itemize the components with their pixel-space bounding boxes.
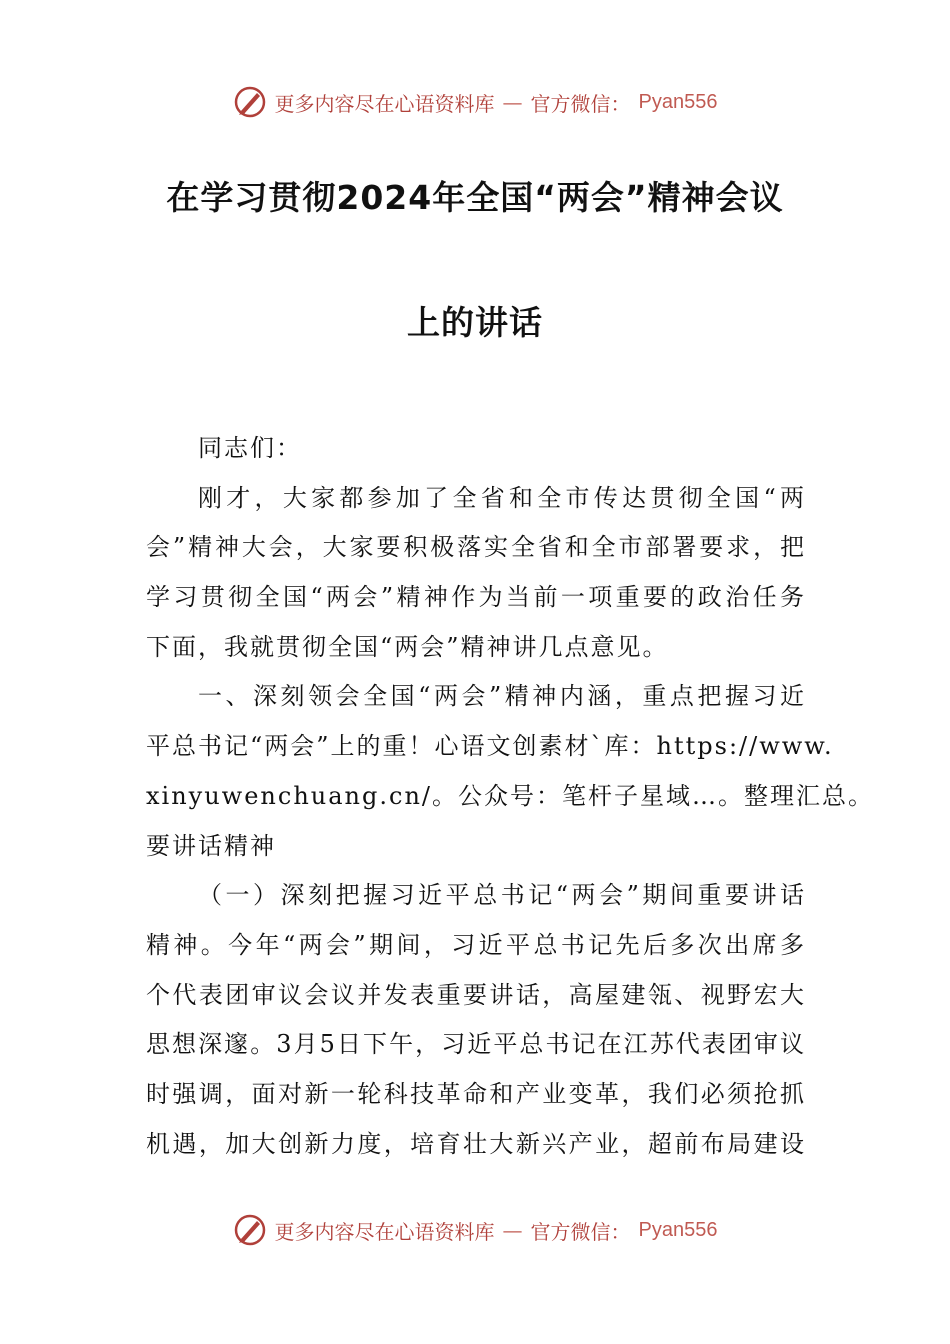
document-title-line-1: 在学习贯彻2024年全国“两会”精神会议: [166, 178, 784, 217]
banner-dash: —: [502, 90, 523, 114]
header-watermark: [0, 82, 950, 122]
body-line: 机遇，加大创新力度，培育壮大新兴产业，超前布局建设: [146, 1129, 806, 1158]
banner-official-label: 官方微信：: [530, 1219, 631, 1244]
body-line: 平总书记“两会”上的重！心语文创素材`库：https://www.: [146, 732, 834, 761]
banner-main-text: 更多内容尽在心语资料库: [274, 91, 495, 116]
footer-watermark: [0, 1210, 950, 1250]
speech-body: [146, 424, 874, 1169]
pen-logo-icon: [233, 1213, 267, 1247]
body-line: 学习贯彻全国“两会”精神作为当前一项重要的政治任务: [146, 583, 806, 612]
body-line: 同志们：: [198, 434, 302, 462]
banner-wechat-id: Pyan556: [638, 1218, 718, 1241]
body-line: xinyuwenchuang.cn/。公众号：笔杆子星域…。整理汇总。: [146, 781, 874, 810]
document-title-line-2: 上的讲话: [407, 303, 543, 342]
banner-wechat-id: Pyan556: [638, 90, 718, 113]
body-line: 一、深刻领会全国“两会”精神内涵，重点把握习近: [198, 682, 806, 711]
body-line: （一）深刻把握习近平总书记“两会”期间重要讲话: [198, 881, 806, 910]
banner-main-text: 更多内容尽在心语资料库: [274, 1219, 495, 1244]
body-line: 时强调，面对新一轮科技革命和产业变革，我们必须抢抓: [146, 1079, 806, 1108]
body-line: 要讲话精神: [146, 831, 276, 860]
pen-logo-icon: [233, 85, 267, 119]
banner-official-label: 官方微信：: [530, 91, 631, 116]
banner-dash: —: [502, 1218, 523, 1242]
body-line: 个代表团审议会议并发表重要讲话，高屋建瓴、视野宏大: [146, 980, 806, 1009]
body-line: 精神。今年“两会”期间，习近平总书记先后多次出席多: [146, 930, 806, 959]
body-line: 会”精神大会，大家要积极落实全省和全市部署要求，把: [146, 533, 806, 562]
body-line: 下面，我就贯彻全国“两会”精神讲几点意见。: [146, 632, 669, 661]
body-line: 思想深邃。3月5日下午，习近平总书记在江苏代表团审议: [146, 1030, 806, 1059]
body-line: 刚才，大家都参加了全省和全市传达贯彻全国“两: [198, 483, 806, 512]
